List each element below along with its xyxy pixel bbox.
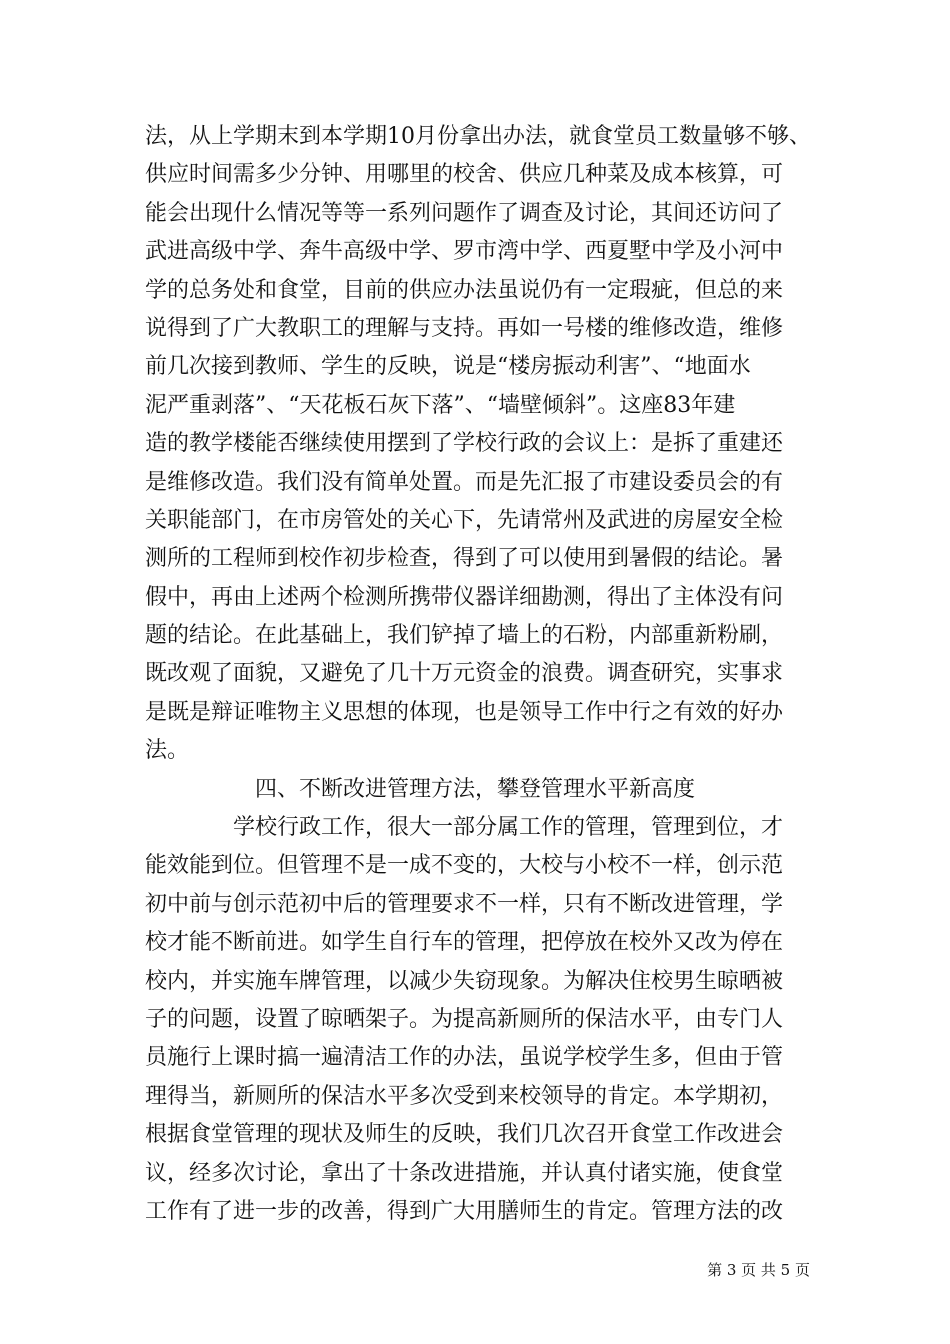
text-line: 工作有了进一步的改善，得到广大用膳师生的肯定。管理方法的改 (145, 1198, 784, 1224)
text-line: 既改观了面貌，又避免了几十万元资金的浪费。调查研究，实事求 (145, 661, 784, 687)
text-line: 造的教学楼能否继续使用摆到了学校行政的会议上：是拆了重建还 (145, 431, 784, 457)
text-line: 校才能不断前进。如学生自行车的管理，把停放在校外又改为停在 (145, 930, 784, 956)
text-line: 议，经多次讨论，拿出了十条改进措施，并认真付诸实施，使食堂 (145, 1160, 784, 1186)
text-line: 关职能部门，在市房管处的关心下，先请常州及武进的房屋安全检 (145, 507, 784, 533)
text-line: 子的问题，设置了晾晒架子。为提高新厕所的保洁水平，由专门人 (145, 1006, 784, 1032)
text-line: 能会出现什么情况等等一系列问题作了调查及讨论，其间还访问了 (145, 200, 784, 226)
text-line: 武进高级中学、奔牛高级中学、罗市湾中学、西夏墅中学及小河中 (145, 239, 784, 265)
text-line: 是既是辩证唯物主义思想的体现，也是领导工作中行之有效的好办 (145, 699, 784, 725)
text-line: 能效能到位。但管理不是一成不变的，大校与小校不一样，创示范 (145, 853, 784, 879)
section-heading: 四、不断改进管理方法，攀登管理水平新高度 (255, 776, 696, 802)
text-line: 学的总务处和食堂，目前的供应办法虽说仍有一定瑕疵，但总的来 (145, 277, 784, 303)
text-line: 法。 (145, 738, 190, 764)
text-line: 题的结论。在此基础上，我们铲掉了墙上的石粉，内部重新粉刷， (145, 623, 784, 649)
text-line: 理得当，新厕所的保洁水平多次受到来校领导的肯定。本学期初， (145, 1083, 784, 1109)
text-line: 法，从上学期末到本学期10月份拿出办法，就食堂员工数量够不够、 (145, 124, 811, 149)
text-line: 泥严重剥落”、“天花板石灰下落”、“墙壁倾斜”。这座83年建 (145, 392, 736, 418)
text-line: 供应时间需多少分钟、用哪里的校舍、供应几种菜及成本核算，可 (145, 162, 784, 188)
text-line: 是维修改造。我们没有简单处置。而是先汇报了市建设委员会的有 (145, 469, 784, 495)
text-line: 根据食堂管理的现状及师生的反映，我们几次召开食堂工作改进会 (145, 1122, 784, 1148)
text-line: 校内，并实施车牌管理，以减少失窃现象。为解决住校男生晾晒被 (145, 968, 784, 994)
text-line: 测所的工程师到校作初步检查，得到了可以使用到暑假的结论。暑 (145, 546, 784, 572)
text-line: 初中前与创示范初中后的管理要求不一样，只有不断改进管理，学 (145, 891, 784, 917)
text-line: 说得到了广大教职工的理解与支持。再如一号楼的维修改造，维修 (145, 315, 784, 341)
text-line: 前几次接到教师、学生的反映，说是“楼房振动利害”、“地面水 (145, 354, 751, 380)
document-body (145, 118, 810, 1231)
text-line: 员施行上课时搞一遍清洁工作的办法，虽说学校学生多，但由于管 (145, 1045, 784, 1071)
text-line: 假中，再由上述两个检测所携带仪器详细勘测，得出了主体没有问 (145, 584, 784, 610)
text-line: 学校行政工作，很大一部分属工作的管理，管理到位，才 (233, 815, 784, 841)
page-number-footer: 第 3 页 共 5 页 (707, 1261, 810, 1279)
